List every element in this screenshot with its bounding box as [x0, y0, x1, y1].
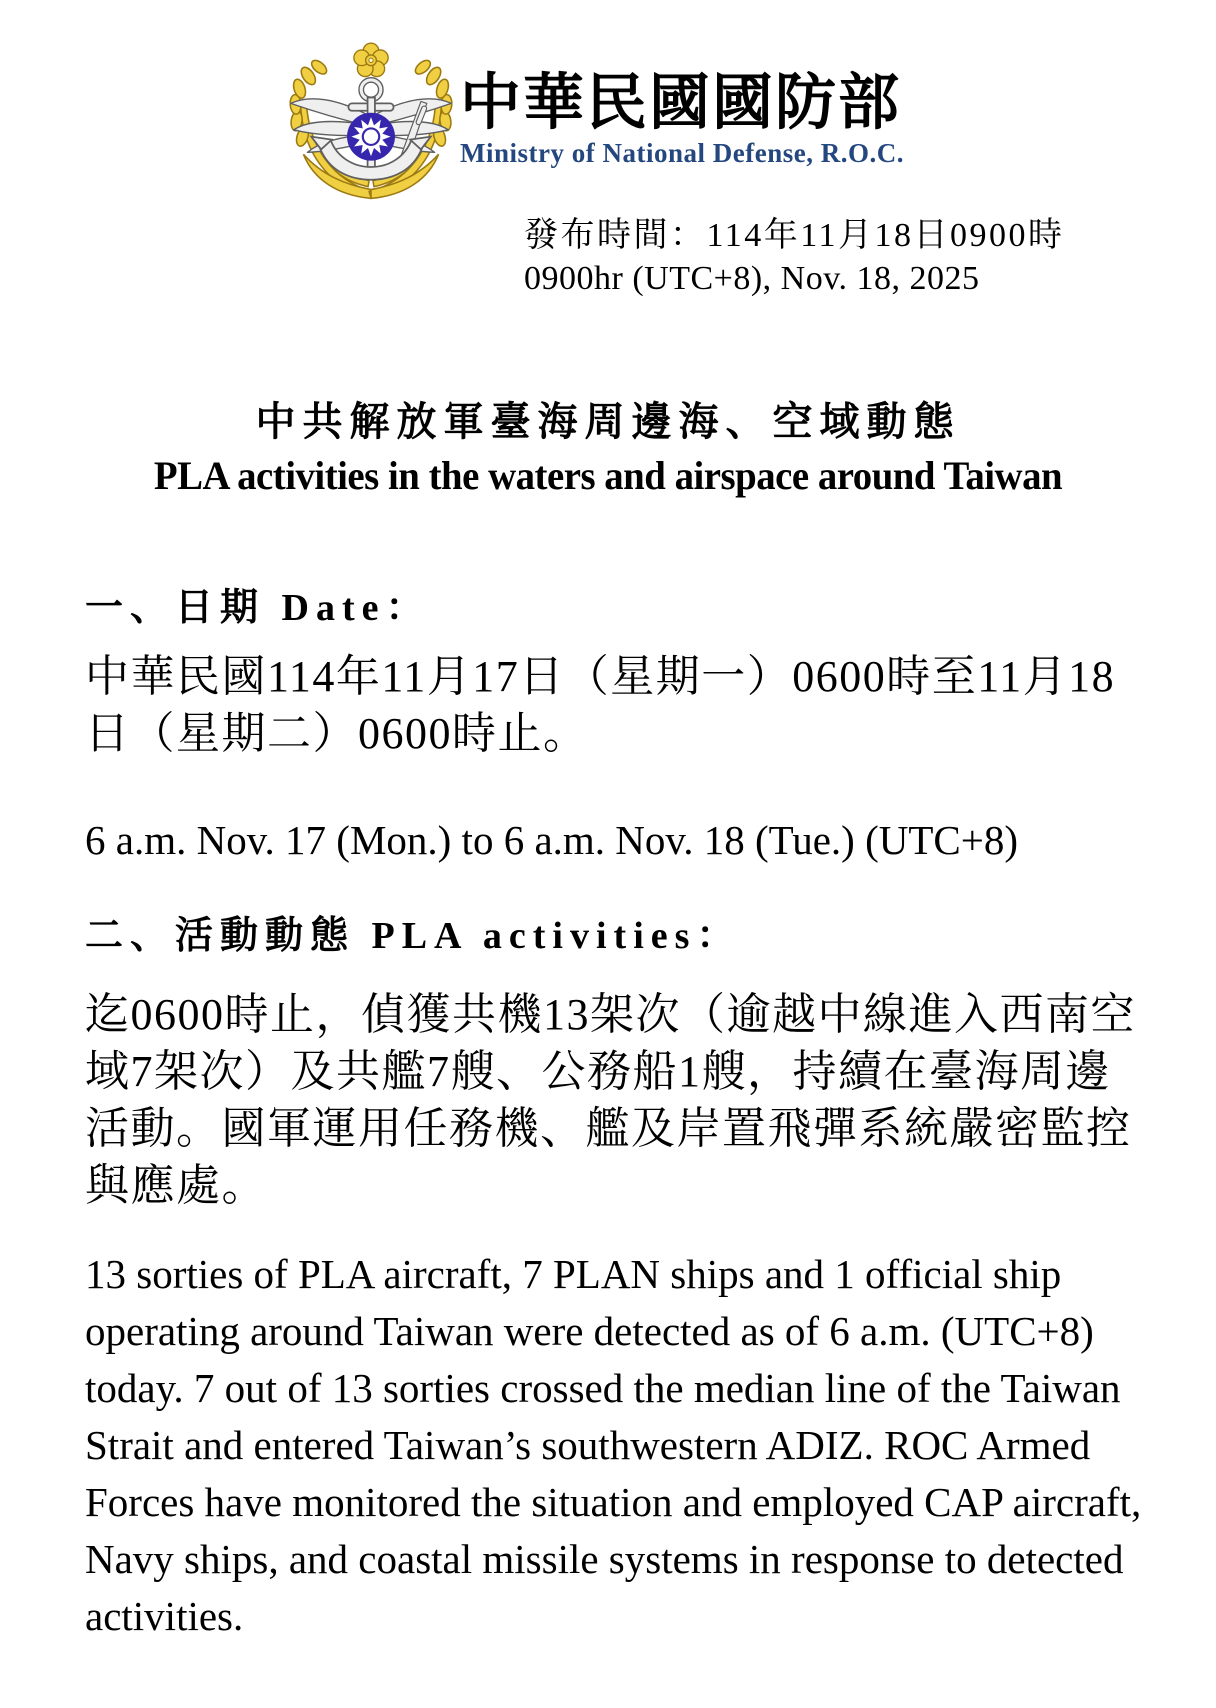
brand-title-en: Ministry of National Defense, R.O.C. — [460, 138, 904, 169]
section-date-heading: 一、日期 Date： — [85, 587, 431, 629]
release-time-cjk: 發布時間：114年11月18日0900時 — [524, 217, 1065, 254]
doc-title-en: PLA activities in the waters and airspace around Taiwan — [153, 453, 1063, 498]
release-time-block — [524, 214, 1064, 300]
mnd-emblem-icon — [278, 36, 464, 208]
doc-title-cjk: 中共解放軍臺海周邊海、空域動態 — [255, 399, 961, 444]
brand-block — [460, 70, 904, 169]
sun-emblem-icon — [347, 113, 395, 161]
plum-blossom-icon — [354, 43, 388, 76]
release-time-en: 0900hr (UTC+8), Nov. 18, 2025 — [524, 260, 980, 297]
section-activities-heading: 二、活動動態 PLA activities： — [85, 915, 742, 957]
section-activities-body-en: 13 sorties of PLA aircraft, 7 PLAN ships and 1 official ship operating around Taiwan were detected as of 6 a.m. (UTC+8) today. 7 out of 13 sorties crossed the median line of the Taiwan Strait and entered Taiwan’s southwestern ADIZ. ROC Armed Forces have monitored the situation and employed CAP aircraft, Navy ships, and coastal missile systems in response to detected activities. — [85, 1251, 1142, 1639]
section-activities-body-cjk: 迄0600時止，偵獲共機13架次（逾越中線進入西南空域7架次）及共艦7艘、公務船1艘，持續在臺海周邊活動。國軍運用任務機、艦及岸置飛彈系統嚴密監控與應處。 — [85, 990, 1136, 1210]
section-date-body-cjk: 中華民國114年11月17日（星期一）0600時至11月18日（星期二）0600時止。 — [85, 652, 1116, 758]
section-date-body-en: 6 a.m. Nov. 17 (Mon.) to 6 a.m. Nov. 18 (Tue.) (UTC+8) — [85, 817, 1019, 863]
doc-title-block — [0, 390, 1216, 499]
brand-title-cjk: 中華民國國防部 — [460, 70, 902, 137]
